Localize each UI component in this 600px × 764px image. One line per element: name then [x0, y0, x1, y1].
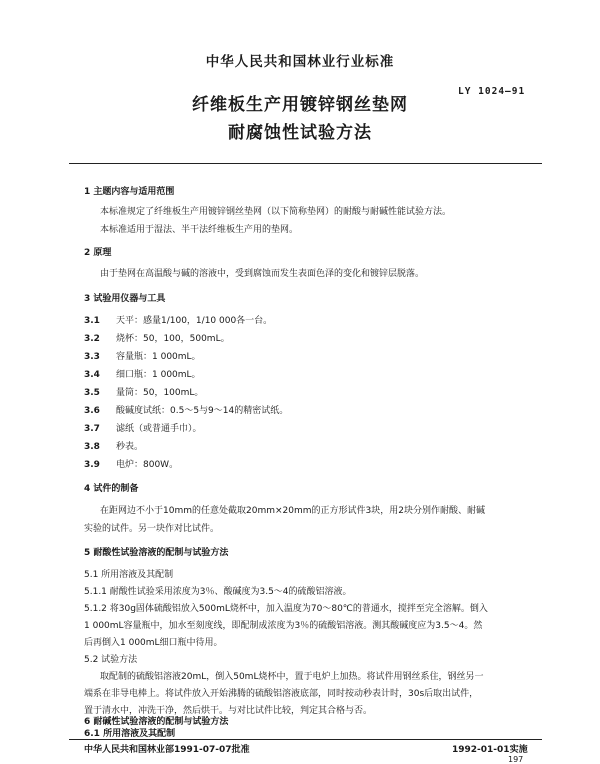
document-title-line1: 纤维板生产用镀锌钢丝垫网	[192, 95, 408, 115]
section-4-line-2: 实验的试件。另一块作对比试件。	[84, 524, 220, 534]
section-5-1-2-line-2: 1 000mL容量瓶中，加水至刻度线，即配制成浓度为3％的硫酸铝溶液。测其酸碱度应为3.5～4。然	[84, 621, 483, 631]
bottom-rule	[69, 739, 542, 740]
section-2-heading: 2 原理	[84, 248, 112, 258]
section-5-1-2-line-3: 后再倒入1 000mL细口瓶中待用。	[84, 638, 223, 648]
section-1-heading: 1 主题内容与适用范围	[84, 187, 175, 197]
list-item: 3.8 秒表。	[84, 442, 144, 452]
list-item: 3.9 电炉：800W。	[84, 460, 179, 470]
section-6-heading: 6 耐碱性试验溶液的配制与试验方法	[84, 717, 229, 727]
section-1-paragraph-1: 本标准规定了纤维板生产用镀锌钢丝垫网（以下简称垫网）的耐酸与耐碱性能试验方法。	[100, 207, 452, 217]
section-1-paragraph-2: 本标准适用于湿法、半干法纤维板生产用的垫网。	[100, 225, 299, 235]
standard-code: LY 1024—91	[458, 86, 526, 97]
page-number: 197	[508, 755, 524, 764]
list-item: 3.6 酸碱度试纸：0.5～5与9～14的精密试纸。	[84, 406, 289, 416]
list-item: 3.7 滤纸（或普通手巾）。	[84, 424, 202, 434]
top-rule	[69, 163, 542, 164]
section-3-heading: 3 试验用仪器与工具	[84, 294, 166, 304]
list-item: 3.1 天平：感量1/100，1/10 000各一台。	[84, 316, 273, 326]
document-title-line2: 耐腐蚀性试验方法	[228, 123, 372, 143]
section-4-line-1: 在距网边不小于10mm的任意处截取20mm×20mm的正方形试件3块，用2块分别作耐酸、耐碱	[100, 506, 485, 516]
section-5-2-line-1: 取配制的硫酸铝溶液20mL，倒入50mL烧杯中，置于电炉上加热。将试件用钢丝系住，钢丝另一	[100, 672, 484, 682]
section-6-1-heading: 6.1 所用溶液及其配制	[84, 729, 176, 739]
section-4-heading: 4 试件的制备	[84, 484, 139, 494]
list-item: 3.3 容量瓶：1 000mL。	[84, 352, 201, 362]
section-2-paragraph-1: 由于垫网在高温酸与碱的溶液中，受到腐蚀而发生表面色泽的变化和镀锌层脱落。	[100, 269, 425, 279]
section-5-1-2-line-1: 5.1.2 将30g固体硫酸铝放入500mL烧杯中，加入温度为70～80℃的普通水，搅拌至完全溶解。倒入	[84, 604, 488, 614]
list-item: 3.5 量筒：50，100mL。	[84, 388, 204, 398]
effective-date: 1992-01-01实施	[452, 745, 528, 755]
section-5-heading: 5 耐酸性试验溶液的配制与试验方法	[84, 548, 229, 558]
standard-org-title: 中华人民共和国林业行业标准	[205, 54, 395, 70]
approval-info: 中华人民共和国林业部1991-07-07批准	[84, 745, 250, 755]
section-5-2-heading: 5.2 试验方法	[84, 655, 138, 665]
section-5-2-line-2: 端系在非导电棒上。将试件放入开始沸腾的硫酸铝溶液底部，同时按动秒表计时，30s后取出试件，	[84, 689, 479, 699]
list-item: 3.2 烧杯：50，100，500mL。	[84, 334, 230, 344]
list-item: 3.4 细口瓶：1 000mL。	[84, 370, 201, 380]
section-5-1-1: 5.1.1 耐酸性试验采用浓度为3％、酸碱度为3.5～4的硫酸铝溶液。	[84, 587, 352, 597]
section-5-1-heading: 5.1 所用溶液及其配制	[84, 570, 174, 580]
section-5-2-line-3: 置于清水中，冲洗干净，然后烘干。与对比试件比较，判定其合格与否。	[84, 706, 373, 716]
